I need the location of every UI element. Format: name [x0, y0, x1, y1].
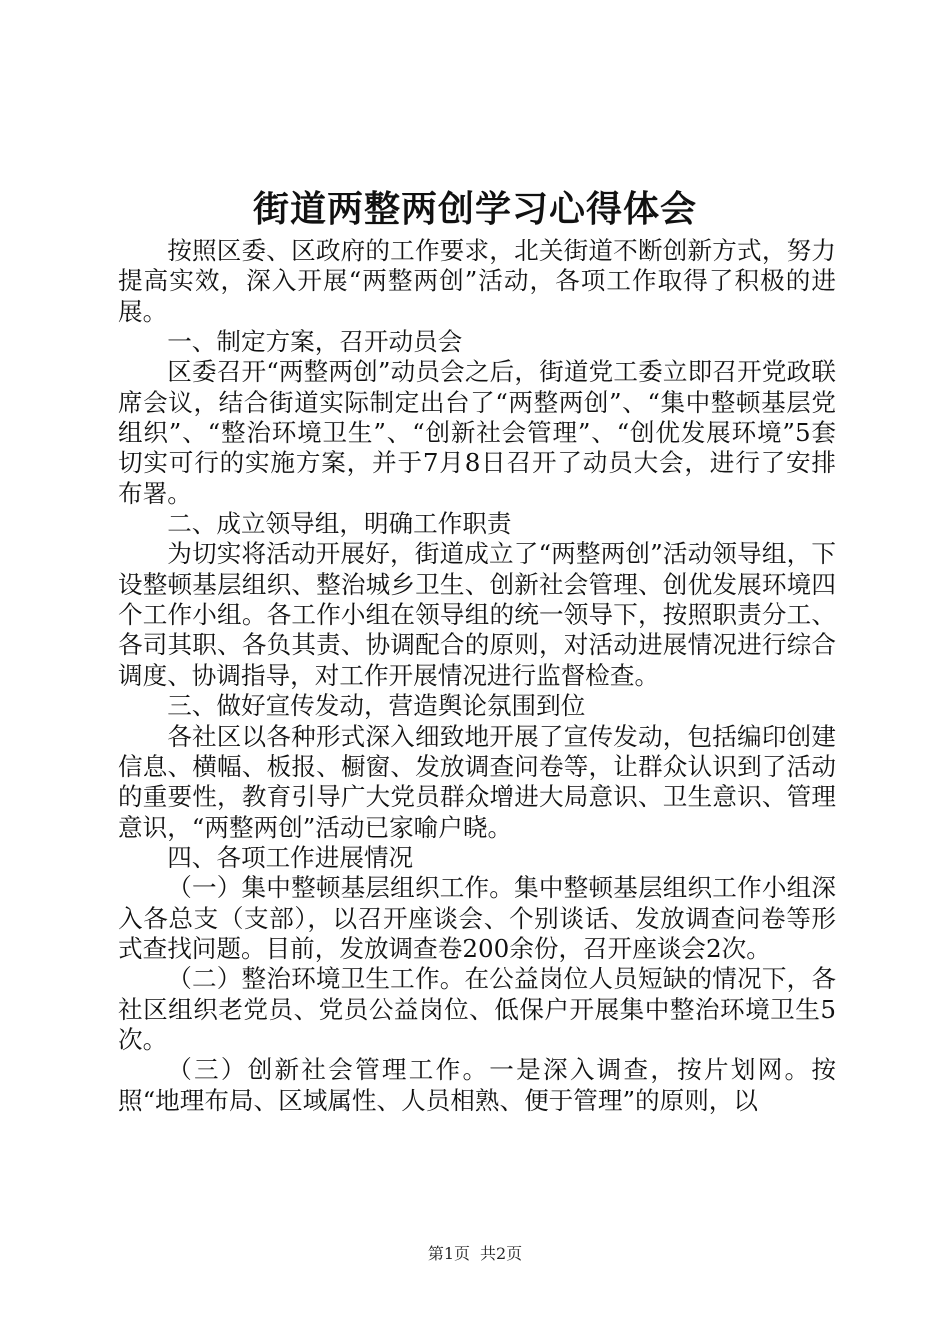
page-number-current: 第1页: [427, 1244, 470, 1263]
section-heading-4: 四、各项工作进展情况: [167, 842, 414, 872]
subsection-paragraph-2: （二）整治环境卫生工作。在公益岗位人员短缺的情况下，各社区组织老党员、党员公益岗位、低保户开展集中整治环境卫生5次。: [118, 964, 836, 1054]
page-footer: [0, 1244, 950, 1264]
intro-paragraph: 按照区委、区政府的工作要求，北关街道不断创新方式，努力提高实效，深入开展“两整两创”活动，各项工作取得了积极的进展。: [118, 236, 836, 326]
section-heading-2: 二、成立领导组，明确工作职责: [167, 509, 512, 539]
page-number-total: 共2页: [480, 1244, 523, 1263]
section-paragraph-1: 区委召开“两整两创”动员会之后，街道党工委立即召开党政联席会议，结合街道实际制定出台了“两整两创”、“集中整顿基层党组织”、“整治环境卫生”、“创新社会管理”、“创优发展环境”5套切实可行的实施方案，并于7月8日召开了动员大会，进行了安排布署。: [118, 357, 836, 508]
subsection-paragraph-1: （一）集中整顿基层组织工作。集中整顿基层组织工作小组深入各总支（支部），以召开座谈会、个别谈话、发放调查问卷等形式查找问题。目前，发放调查卷200余份，召开座谈会2次。: [118, 873, 836, 963]
subsection-paragraph-3: （三）创新社会管理工作。一是深入调查，按片划网。按照“地理布局、区域属性、人员相熟、便于管理”的原则，以: [118, 1055, 836, 1115]
section-paragraph-2: 为切实将活动开展好，街道成立了“两整两创”活动领导组，下设整顿基层组织、整治城乡卫生、创新社会管理、创优发展环境四个工作小组。各工作小组在领导组的统一领导下，按照职责分工、各司其职、各负其责、协调配合的原则，对活动进展情况进行综合调度、协调指导，对工作开展情况进行监督检查。: [118, 539, 836, 690]
document-title: 街道两整两创学习心得体会: [252, 188, 697, 230]
section-heading-3: 三、做好宣传发动，营造舆论氛围到位: [167, 691, 586, 721]
section-paragraph-3: 各社区以各种形式深入细致地开展了宣传发动，包括编印创建信息、横幅、板报、橱窗、发放调查问卷等，让群众认识到了活动的重要性，教育引导广大党员群众增进大局意识、卫生意识、管理意识，“两整两创”活动已家喻户晓。: [118, 721, 836, 842]
section-heading-1: 一、制定方案，召开动员会: [167, 327, 463, 357]
document-body: [118, 236, 836, 1116]
